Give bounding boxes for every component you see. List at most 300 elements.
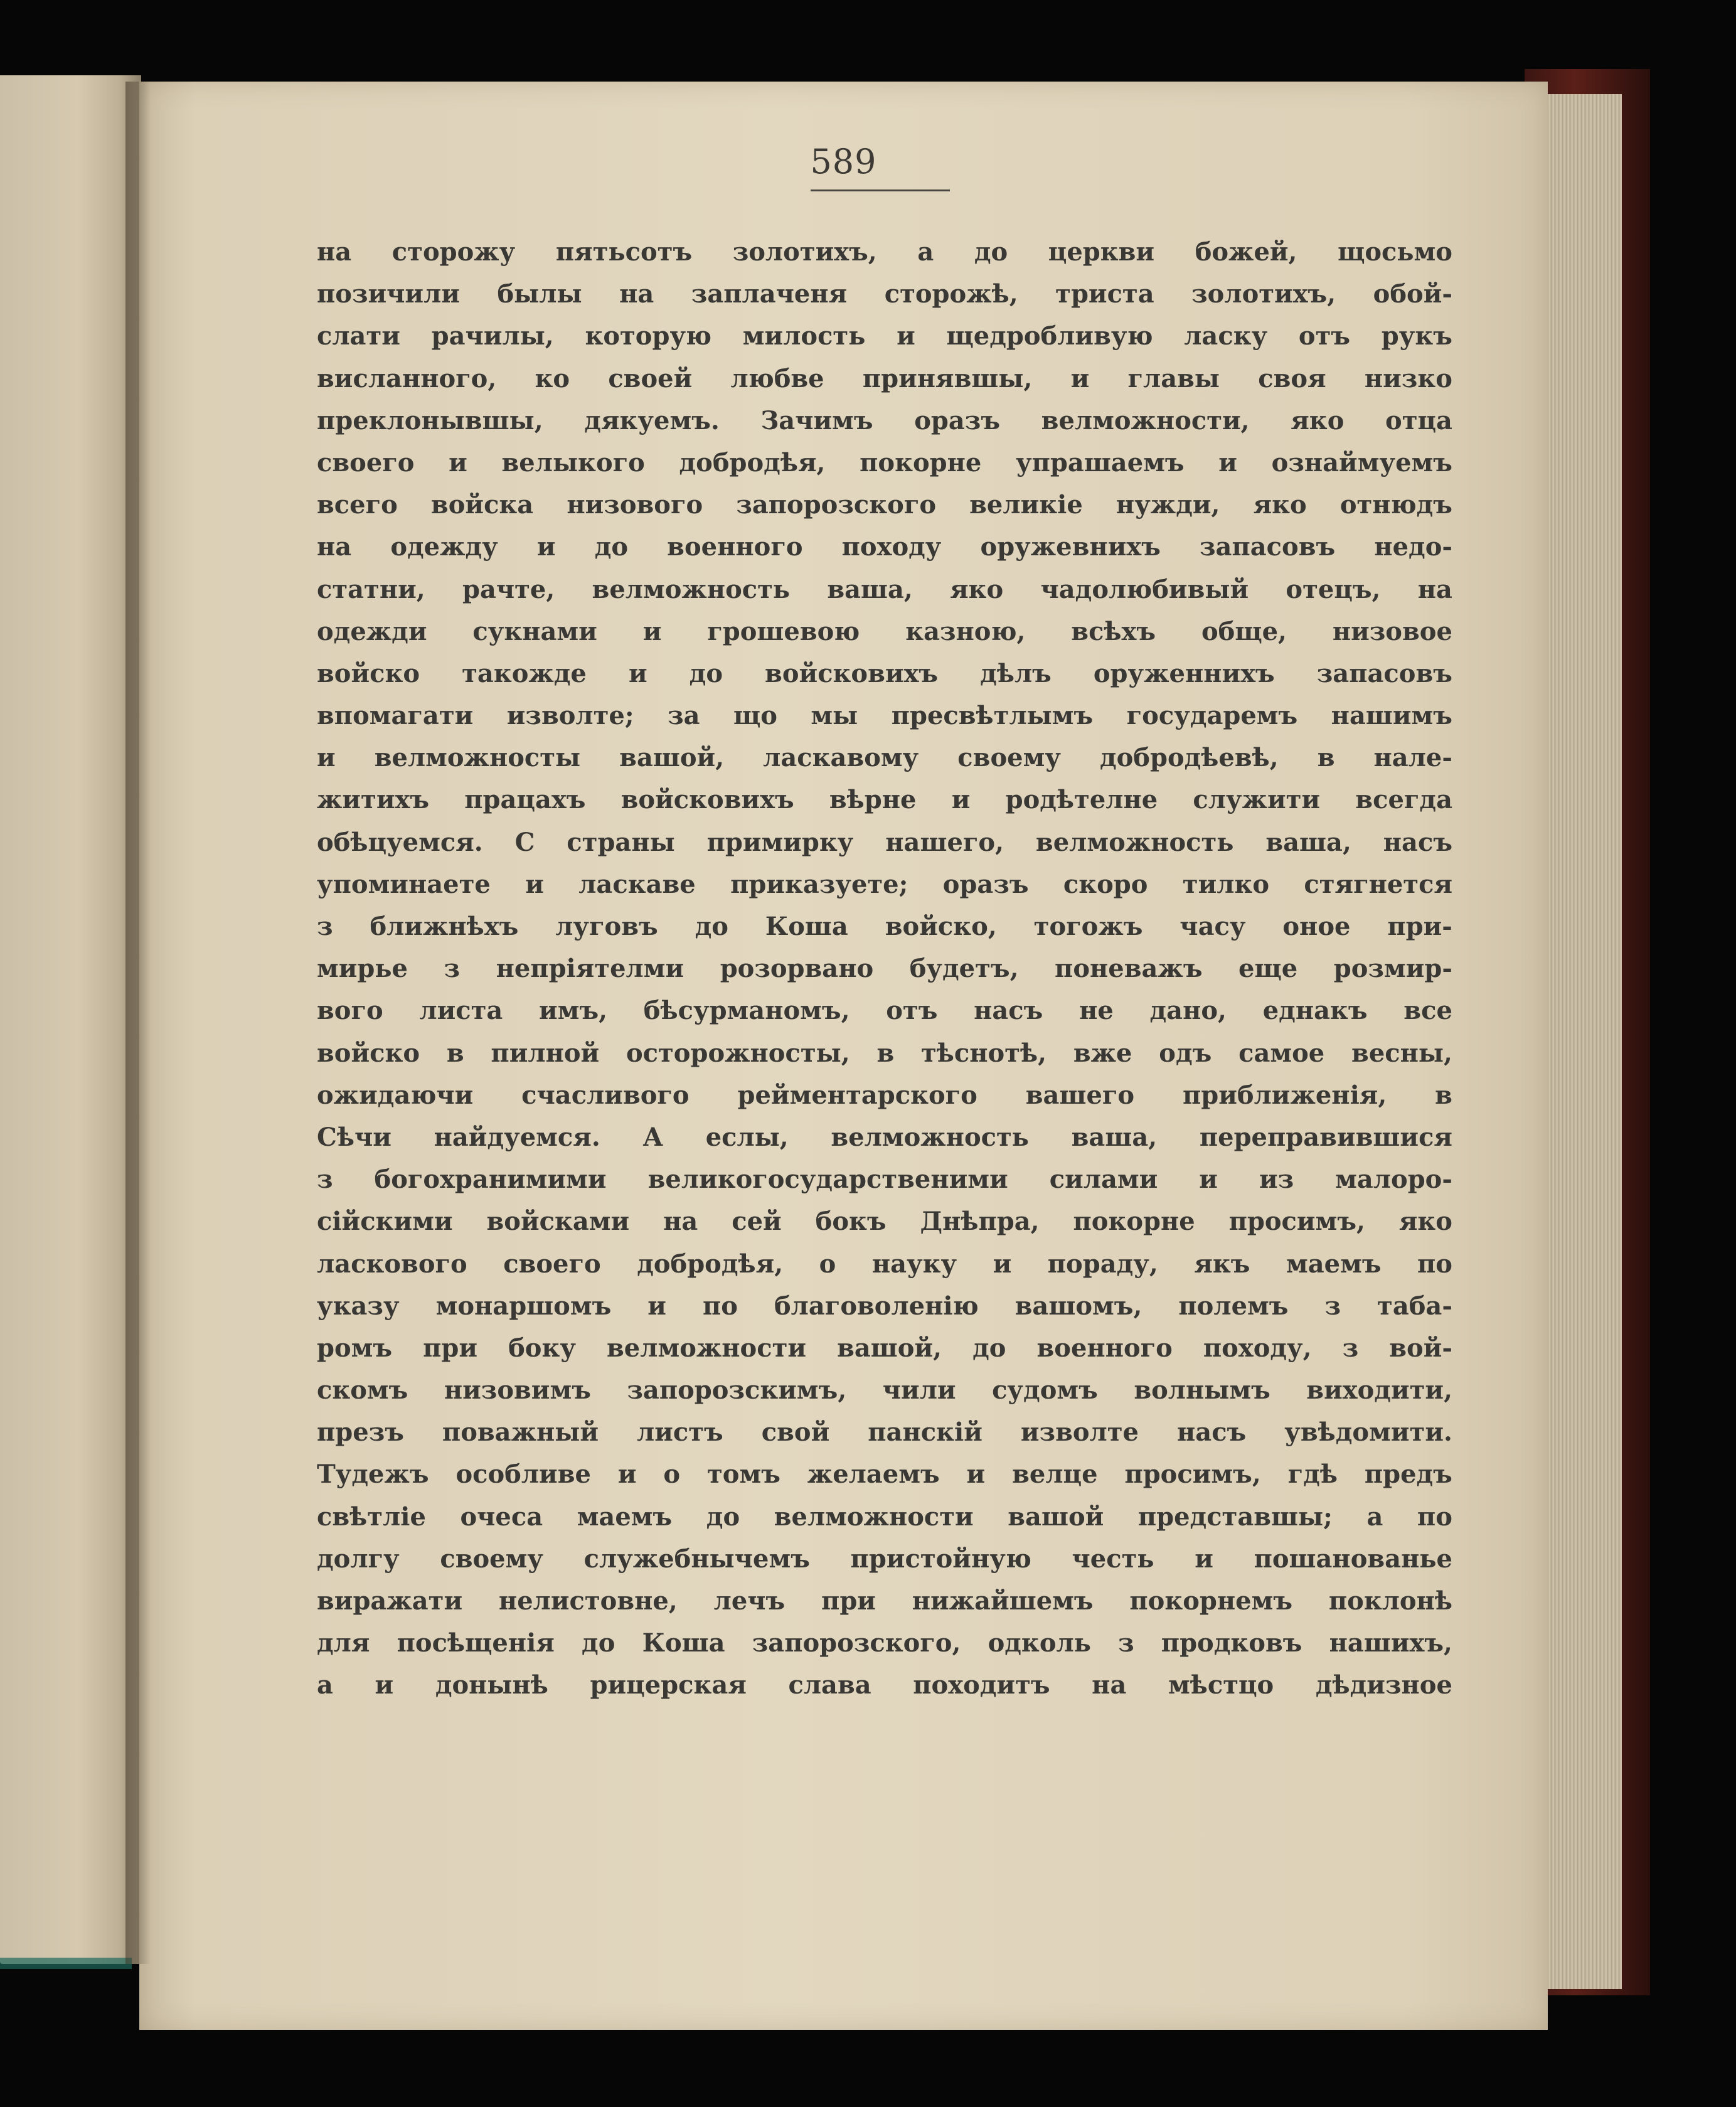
text-line <box>317 1285 1452 1327</box>
word: ласкового <box>317 1249 467 1279</box>
word: сійскими <box>317 1207 453 1237</box>
word: оружевнихъ <box>980 532 1161 562</box>
word: вашой, <box>837 1333 942 1363</box>
word: свой <box>761 1417 830 1448</box>
word: низовимъ <box>444 1375 591 1406</box>
word: отъ <box>886 996 938 1026</box>
word: и <box>628 658 647 688</box>
word: низовое <box>1332 616 1452 646</box>
word: нашихъ, <box>1329 1628 1452 1658</box>
text-line <box>317 1411 1452 1453</box>
word: до <box>582 1628 615 1658</box>
word: на <box>619 279 654 309</box>
word: велце <box>1012 1459 1098 1490</box>
word: впомагати <box>317 701 474 731</box>
word: одежду <box>390 532 498 562</box>
word: триста <box>1055 279 1154 309</box>
spine-shadow <box>125 82 151 1964</box>
text-line <box>317 1580 1452 1622</box>
word: добродѣя, <box>679 447 826 477</box>
word: своему <box>440 1544 543 1574</box>
word: былы <box>497 279 582 309</box>
text-line <box>317 1538 1452 1580</box>
word: милость <box>742 321 866 351</box>
word: поклонѣ <box>1328 1586 1452 1616</box>
word: гдѣ <box>1287 1459 1338 1490</box>
word: и <box>536 532 556 562</box>
word: продковъ <box>1161 1628 1302 1658</box>
word: изволте <box>1020 1417 1139 1448</box>
word: золотихъ, <box>1191 279 1336 309</box>
word: в <box>446 1038 464 1068</box>
word: рачилы, <box>431 321 554 351</box>
word: дѣдизное <box>1315 1670 1452 1700</box>
word: рейментарского <box>737 1080 977 1110</box>
word: и <box>966 1459 986 1490</box>
word: статни, <box>317 574 425 604</box>
word: отъ <box>1298 321 1351 351</box>
word: сей <box>732 1207 782 1237</box>
word: малоро- <box>1335 1165 1452 1195</box>
word: покорне <box>1073 1207 1195 1237</box>
word: и <box>897 321 915 351</box>
word: за <box>668 701 700 731</box>
word: и <box>375 1670 394 1700</box>
word: всѣхъ <box>1071 616 1156 646</box>
text-line <box>317 526 1452 568</box>
word: ваша, <box>827 574 913 604</box>
word: вашой, <box>619 743 725 773</box>
text-line <box>317 947 1452 989</box>
text-line <box>317 1664 1452 1706</box>
word: благоволенію <box>774 1291 979 1321</box>
text-line <box>317 315 1452 357</box>
word: а <box>917 237 934 267</box>
word: запорозского <box>736 490 937 520</box>
body-text <box>317 231 1452 1707</box>
word: недо- <box>1374 532 1452 562</box>
text-line <box>317 1032 1452 1074</box>
word: войско <box>317 1038 420 1068</box>
book-page <box>139 82 1548 2030</box>
word: виходити, <box>1306 1375 1452 1406</box>
word: золотихъ, <box>732 237 877 267</box>
word: войсками <box>486 1207 630 1237</box>
word: мирье <box>317 954 408 984</box>
word: одколь <box>988 1628 1091 1658</box>
word: служити <box>1193 785 1321 815</box>
word: еслы, <box>705 1122 789 1152</box>
word: низко <box>1364 363 1452 393</box>
word: будетъ, <box>909 954 1019 984</box>
word: ласкавому <box>763 743 919 773</box>
page-number-rule <box>811 189 950 191</box>
word: войсковихъ <box>620 785 794 815</box>
word: лечъ <box>713 1586 785 1616</box>
word: преклонывшы, <box>317 405 543 435</box>
word: презъ <box>317 1417 404 1448</box>
word: обще, <box>1201 616 1287 646</box>
word: приближенія, <box>1182 1080 1387 1110</box>
word: мы <box>811 701 858 731</box>
word: насъ <box>1383 827 1452 857</box>
word: своему <box>957 743 1061 773</box>
word: военного <box>667 532 803 562</box>
word: пошанованье <box>1254 1544 1452 1574</box>
word: на <box>317 532 352 562</box>
word: вѣрне <box>829 785 917 815</box>
word: щедробливую <box>946 321 1153 351</box>
word: одъ <box>1159 1038 1212 1068</box>
word: ближнѣхъ <box>370 912 519 941</box>
text-line <box>317 273 1452 315</box>
word: о <box>663 1459 681 1490</box>
word: позичили <box>317 279 460 309</box>
word: и <box>1070 363 1090 393</box>
word: такожде <box>462 658 587 688</box>
word: упрашаемъ <box>1016 447 1185 477</box>
word: все <box>1403 996 1452 1026</box>
word: велможность <box>592 574 791 604</box>
word: найдуемся. <box>434 1122 600 1152</box>
word: долгу <box>317 1544 400 1574</box>
page-stack-edges <box>1540 94 1622 1989</box>
word: ласку <box>1184 321 1268 351</box>
text-line <box>317 1453 1452 1495</box>
word: ваша, <box>1265 827 1351 857</box>
word: С <box>514 827 535 857</box>
word: нелистовне, <box>498 1586 678 1616</box>
word: и <box>993 1249 1012 1279</box>
word: листа <box>419 996 503 1026</box>
word: з <box>1324 1291 1341 1321</box>
word: своего <box>317 447 415 477</box>
text-line <box>317 231 1452 273</box>
text-line <box>317 863 1452 905</box>
word: своя <box>1258 363 1326 393</box>
word: оное <box>1282 912 1351 941</box>
word: оразъ <box>914 405 1001 435</box>
word: церкви <box>1048 237 1155 267</box>
word: низового <box>567 490 703 520</box>
word: велможность <box>831 1122 1029 1152</box>
word: по <box>1417 1249 1452 1279</box>
word: ознаймуемъ <box>1271 447 1452 477</box>
word: велможности, <box>1041 405 1250 435</box>
word: виражати <box>317 1586 463 1616</box>
word: маемъ <box>577 1502 673 1532</box>
word: и <box>317 743 336 773</box>
word: тѣснотѣ, <box>921 1038 1047 1068</box>
word: служебнычемъ <box>583 1544 810 1574</box>
word: з <box>1342 1333 1359 1363</box>
word: любве <box>730 363 824 393</box>
text-line <box>317 1369 1452 1411</box>
word: листъ <box>637 1417 723 1448</box>
facing-page-fragment <box>0 75 141 1964</box>
word: нашего, <box>885 827 1004 857</box>
word: походу, <box>1203 1333 1312 1363</box>
word: запасовъ <box>1200 532 1336 562</box>
word: а <box>1366 1502 1383 1532</box>
word: розорвано <box>720 954 874 984</box>
word: яко <box>950 574 1004 604</box>
word: донынѣ <box>435 1670 548 1700</box>
word: А <box>642 1122 664 1152</box>
word: скомъ <box>317 1375 408 1406</box>
word: осторожносты, <box>626 1038 850 1068</box>
word: предъ <box>1364 1459 1452 1490</box>
word: примирку <box>706 827 854 857</box>
word: дано, <box>1149 996 1227 1026</box>
word: грошевою <box>707 616 860 646</box>
word: монаршомъ <box>435 1291 612 1321</box>
word: до <box>594 532 629 562</box>
word: заплаченя <box>691 279 848 309</box>
word: желаемъ <box>807 1459 940 1490</box>
word: рачте, <box>462 574 555 604</box>
word: войска <box>430 490 534 520</box>
word: покорне <box>860 447 982 477</box>
word: ласкаве <box>578 869 696 899</box>
word: поневажъ <box>1055 954 1203 984</box>
word: сторожѣ, <box>884 279 1018 309</box>
word: на <box>663 1207 698 1237</box>
word: оразъ <box>942 869 1029 899</box>
text-line <box>317 821 1452 863</box>
word: дякуемъ. <box>584 405 720 435</box>
word: страны <box>567 827 675 857</box>
word: всегда <box>1355 785 1452 815</box>
word: томъ <box>707 1459 780 1490</box>
word: слава <box>788 1670 871 1700</box>
word: просимъ, <box>1124 1459 1261 1490</box>
word: и <box>525 869 544 899</box>
word: маемъ <box>1286 1249 1382 1279</box>
word: нашимъ <box>1331 701 1452 731</box>
word: главы <box>1127 363 1220 393</box>
word: походитъ <box>913 1670 1050 1700</box>
word: вого <box>317 996 383 1026</box>
word: упоминаете <box>317 869 491 899</box>
word: и <box>1218 447 1237 477</box>
word: Днѣпра, <box>920 1207 1040 1237</box>
word: чили <box>882 1375 956 1406</box>
word: з <box>317 1165 333 1195</box>
word: до <box>689 658 723 688</box>
text-line <box>317 358 1452 400</box>
word: до <box>695 912 728 941</box>
word: а <box>317 1670 333 1700</box>
word: принявшы, <box>862 363 1033 393</box>
word: увѣдомити. <box>1284 1417 1452 1448</box>
word: по <box>703 1291 738 1321</box>
word: часу <box>1180 912 1246 941</box>
text-line <box>317 442 1452 484</box>
word: добродѣевѣ, <box>1099 743 1279 773</box>
text-line <box>317 1200 1452 1242</box>
word: пилной <box>491 1038 600 1068</box>
word: бокъ <box>815 1207 887 1237</box>
word: еще <box>1238 954 1298 984</box>
word: отца <box>1385 405 1452 435</box>
word: судомъ <box>992 1375 1098 1406</box>
word: в <box>876 1038 895 1068</box>
word: по <box>1417 1502 1452 1532</box>
word: и <box>449 447 467 477</box>
word: просимъ, <box>1228 1207 1365 1237</box>
word: ваша, <box>1071 1122 1158 1152</box>
word: запасовъ <box>1316 658 1452 688</box>
word: и <box>951 785 971 815</box>
word: вашой <box>1008 1502 1104 1532</box>
text-line <box>317 1327 1452 1369</box>
word: и <box>1195 1544 1213 1574</box>
word: що <box>733 701 777 731</box>
text-line <box>317 989 1452 1032</box>
word: до <box>706 1502 740 1532</box>
word: из <box>1259 1165 1294 1195</box>
word: и <box>617 1459 637 1490</box>
word: пресвѣтлымъ <box>891 701 1094 731</box>
text-line <box>317 484 1452 526</box>
word: волнымъ <box>1134 1375 1270 1406</box>
word: науку <box>871 1249 957 1279</box>
word: в <box>1435 1080 1452 1110</box>
word: одежди <box>317 616 427 646</box>
word: бѣсурманомъ, <box>643 996 850 1026</box>
word: тилко <box>1182 869 1270 899</box>
word: дѣлъ <box>980 658 1052 688</box>
word: великогосударственими <box>647 1165 1008 1195</box>
word: на <box>317 237 352 267</box>
word: якъ <box>1194 1249 1250 1279</box>
word: велможность <box>1035 827 1234 857</box>
word: Тудежъ <box>317 1459 429 1490</box>
word: до <box>972 1333 1006 1363</box>
word: родѣтелне <box>1005 785 1158 815</box>
text-line <box>317 779 1452 821</box>
word: изволте; <box>506 701 634 731</box>
word: запорозского, <box>752 1628 961 1658</box>
text-line <box>317 695 1452 737</box>
word: рукъ <box>1381 321 1452 351</box>
word: военного <box>1036 1333 1173 1363</box>
text-line <box>317 568 1452 611</box>
word: походу <box>841 532 942 562</box>
word: пораду, <box>1047 1249 1158 1279</box>
word: Коша <box>765 912 848 941</box>
word: на <box>1092 1670 1127 1700</box>
word: всего <box>317 490 398 520</box>
word: стягнется <box>1304 869 1452 899</box>
word: имъ, <box>539 996 608 1026</box>
word: государемъ <box>1126 701 1298 731</box>
word: непріятелми <box>496 954 684 984</box>
word: нужди, <box>1116 490 1220 520</box>
word: ромъ <box>317 1333 393 1363</box>
word: представшы; <box>1137 1502 1333 1532</box>
word: переправившися <box>1199 1122 1452 1152</box>
word: Зачимъ <box>760 405 873 435</box>
word: з <box>317 912 333 941</box>
word: войско, <box>885 912 997 941</box>
word: пятьсотъ <box>555 237 693 267</box>
word: и <box>642 616 662 646</box>
word: свѣтліе <box>317 1502 426 1532</box>
word: обой- <box>1373 279 1452 309</box>
word: и <box>1199 1165 1218 1195</box>
word: з <box>444 954 461 984</box>
word: яко <box>1291 405 1345 435</box>
word: в <box>1317 743 1335 773</box>
word: приказуете; <box>730 869 908 899</box>
word: ко <box>535 363 570 393</box>
binding-thread <box>0 1958 132 1969</box>
word: чадолюбивый <box>1040 574 1249 604</box>
text-line <box>317 1496 1452 1538</box>
word: велможности <box>774 1502 974 1532</box>
word: и <box>647 1291 666 1321</box>
word: вашомъ, <box>1014 1291 1142 1321</box>
word: на <box>1417 574 1452 604</box>
word: вашего <box>1025 1080 1135 1110</box>
word: отецъ, <box>1286 574 1381 604</box>
word: войско <box>317 658 420 688</box>
word: посѣщенія <box>397 1628 555 1658</box>
word: нижайшемъ <box>912 1586 1094 1616</box>
word: мѣстцо <box>1168 1670 1274 1700</box>
word: отнюдъ <box>1339 490 1452 520</box>
word: вже <box>1073 1038 1132 1068</box>
word: панскій <box>868 1417 982 1448</box>
word: очеса <box>460 1502 543 1532</box>
word: велыкого <box>501 447 645 477</box>
text-line <box>317 653 1452 695</box>
word: оруженнихъ <box>1093 658 1275 688</box>
word: до <box>974 237 1008 267</box>
word: щосьмо <box>1338 237 1452 267</box>
word: обѣцуемся. <box>317 827 483 857</box>
word: ожидаючи <box>317 1080 474 1110</box>
text-line <box>317 1622 1452 1664</box>
word: своей <box>608 363 693 393</box>
word: насъ <box>974 996 1043 1026</box>
word: пристойную <box>850 1544 1031 1574</box>
word: рицерская <box>590 1670 747 1700</box>
word: не <box>1079 996 1114 1026</box>
word: о <box>819 1249 836 1279</box>
word: добродѣя, <box>637 1249 784 1279</box>
word: счасливого <box>521 1080 690 1110</box>
word: Сѣчи <box>317 1122 391 1152</box>
word: велможности <box>607 1333 807 1363</box>
word: нале- <box>1373 743 1452 773</box>
text-line <box>317 1158 1452 1200</box>
word: скоро <box>1063 869 1148 899</box>
word: покорнемъ <box>1129 1586 1293 1616</box>
word: силами <box>1049 1165 1158 1195</box>
word: таба- <box>1377 1291 1452 1321</box>
word: весны, <box>1351 1038 1452 1068</box>
word: честь <box>1072 1544 1154 1574</box>
text-line <box>317 400 1452 442</box>
text-line <box>317 1116 1452 1158</box>
word: вой- <box>1389 1333 1452 1363</box>
word: яко <box>1398 1207 1452 1237</box>
word: працахъ <box>464 785 586 815</box>
word: луговъ <box>555 912 658 941</box>
